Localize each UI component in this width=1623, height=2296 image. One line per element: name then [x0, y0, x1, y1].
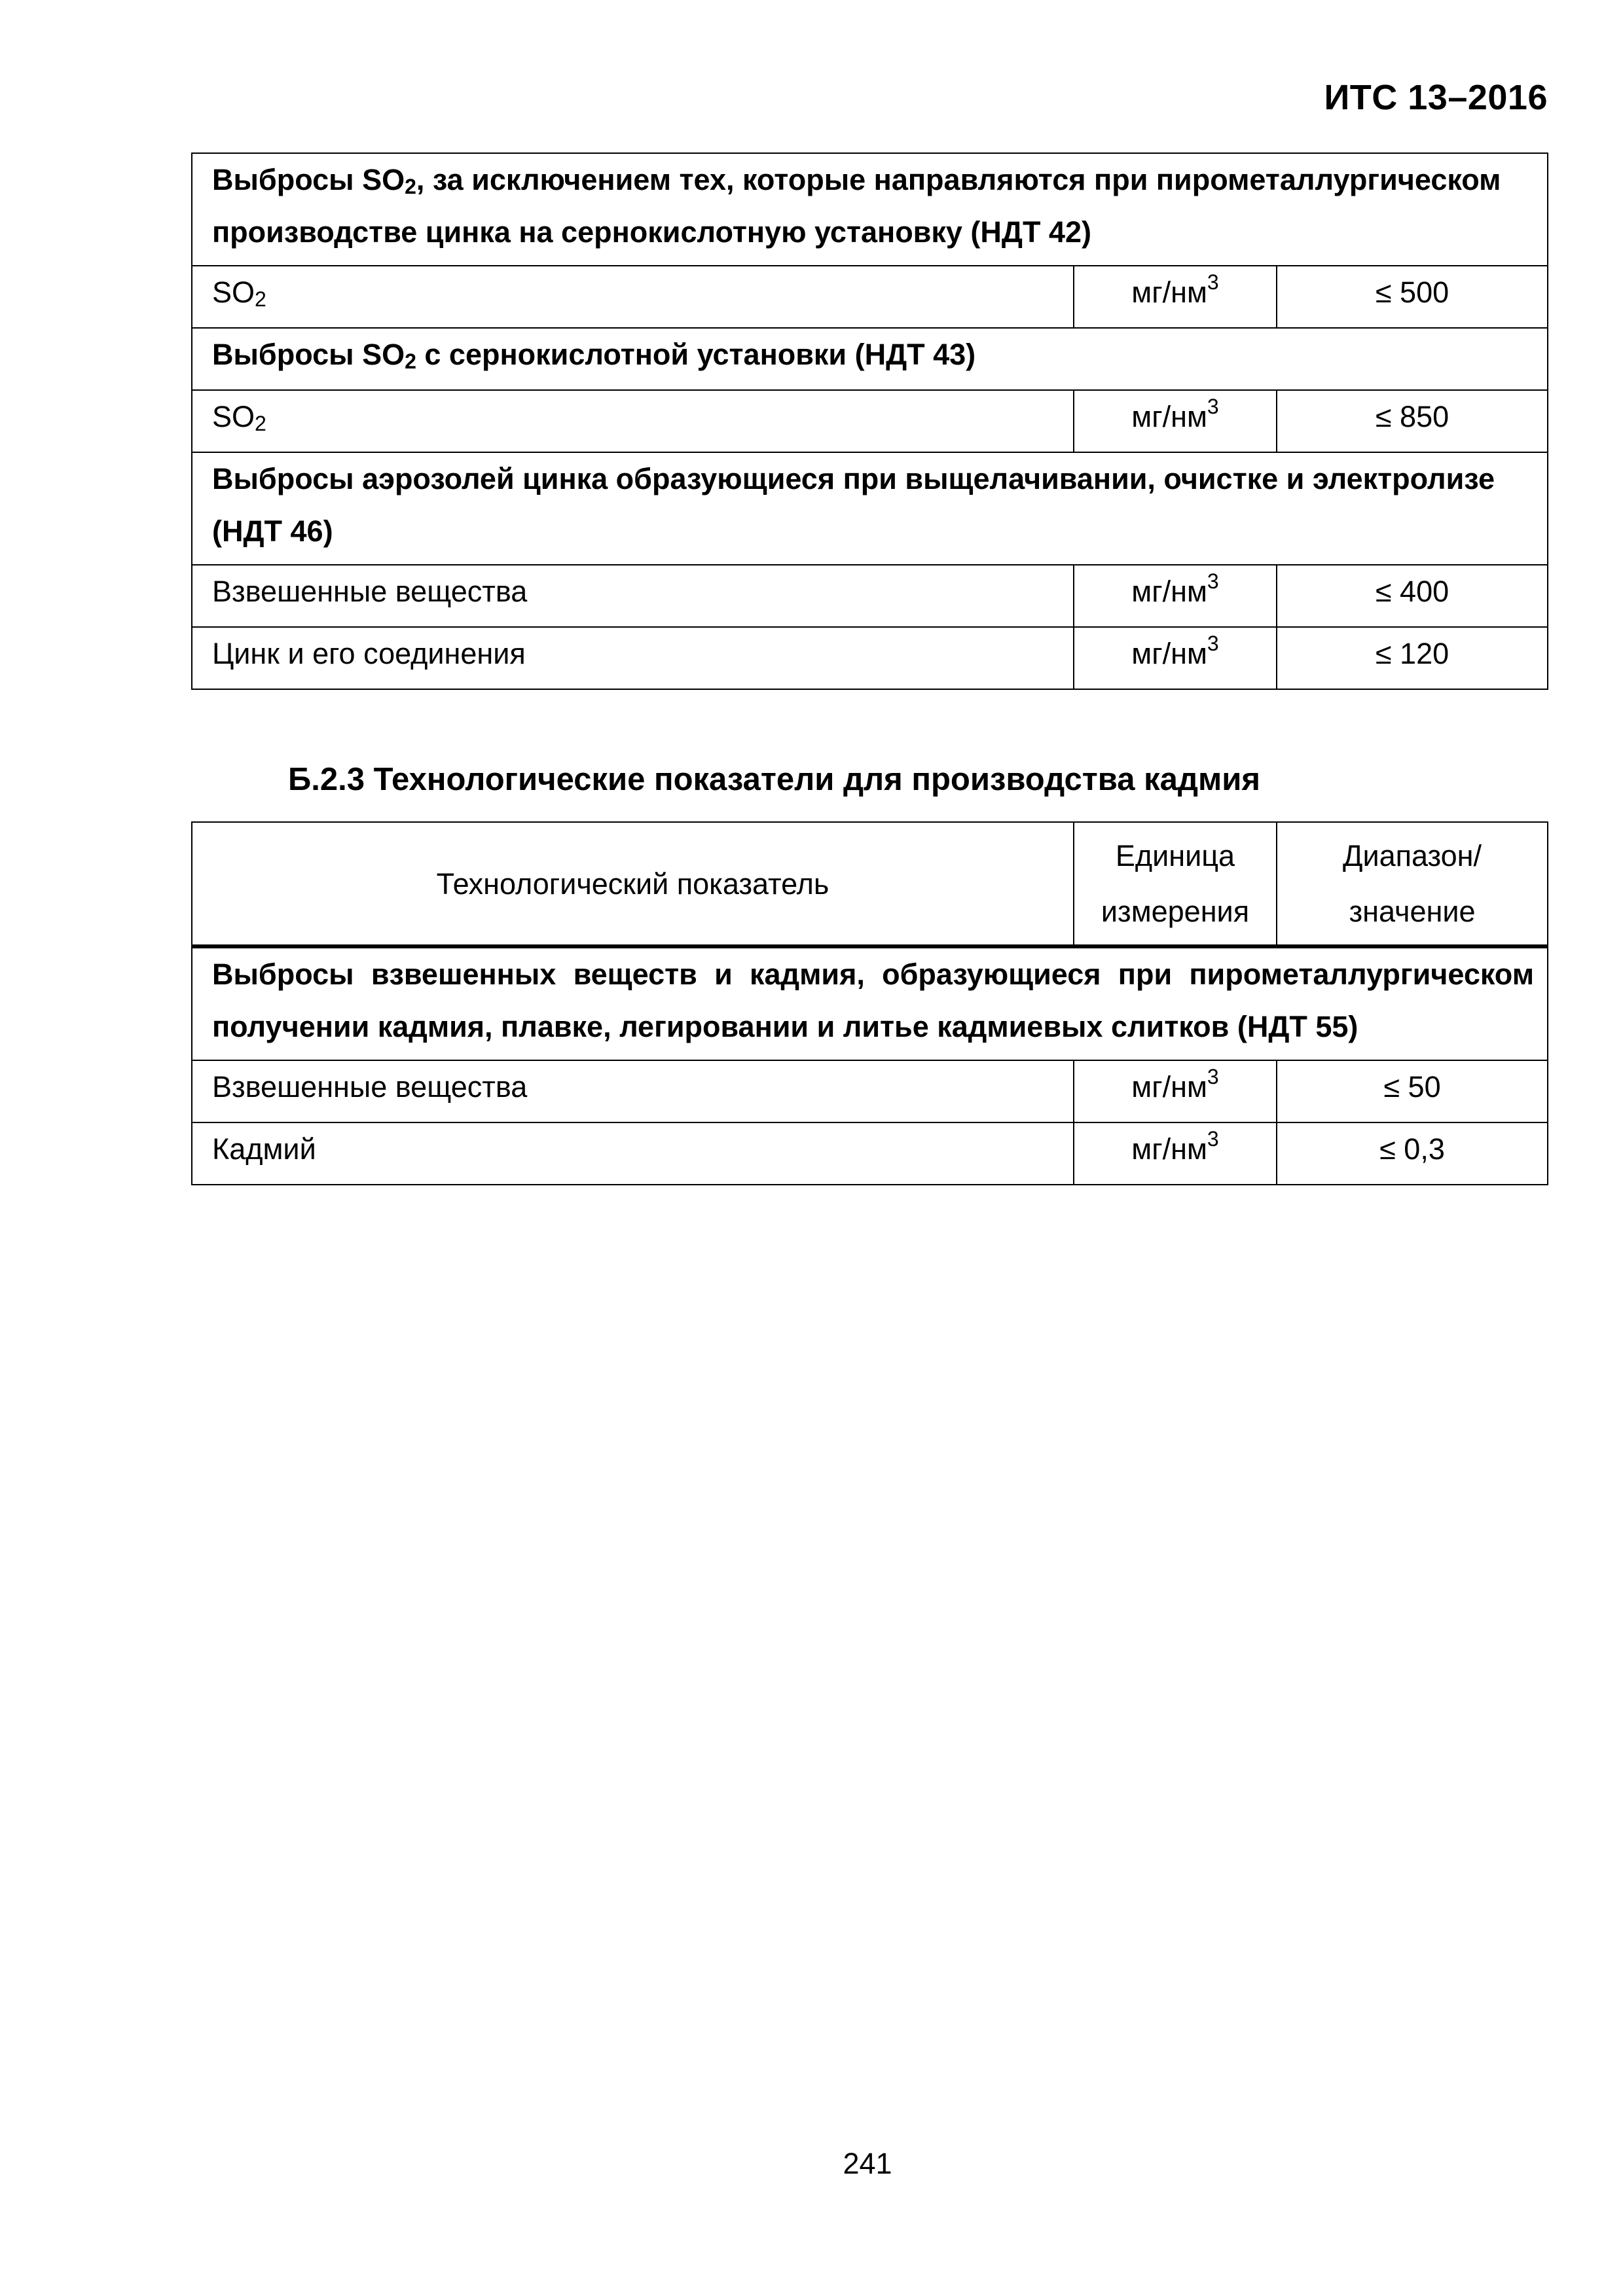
value-cell: ≤ 400: [1277, 565, 1548, 627]
unit-cell: $мг/нм^3$: [1074, 1122, 1277, 1185]
table-row: [192, 1122, 1548, 1185]
unit-cell: $мг/нм^3$: [1074, 266, 1277, 328]
indicator-cell: Кадмий: [192, 1122, 1074, 1185]
section-heading: Б.2.3 Технологические показатели для производства кадмия: [288, 762, 1260, 797]
value-cell: ≤ 0,3: [1277, 1122, 1548, 1185]
value-cell: ≤ 120: [1277, 627, 1548, 689]
value-cell: ≤ 50: [1277, 1060, 1548, 1122]
page-number: 241: [843, 2147, 892, 2180]
unit-cell: $мг/нм^3$: [1074, 1060, 1277, 1122]
table-row: [192, 1060, 1548, 1122]
indicator-cell: Взвешенные вещества: [192, 565, 1074, 627]
document-code: ИТС 13–2016: [1324, 78, 1548, 117]
indicator-cell: $SO_2$: [192, 390, 1074, 452]
indicator-cell: $SO_2$: [192, 266, 1074, 328]
table-row: [192, 627, 1548, 689]
table-row: [192, 266, 1548, 328]
unit-cell: $мг/нм^3$: [1074, 390, 1277, 452]
emissions-table-zinc: [191, 152, 1548, 690]
table-row: [192, 390, 1548, 452]
group-header-ndt46: Выбросы аэрозолей цинка образующиеся при выщелачивании, очистке и электролизе (НДТ 46): [192, 452, 1548, 565]
unit-cell: $мг/нм^3$: [1074, 565, 1277, 627]
value-cell: ≤ 500: [1277, 266, 1548, 328]
group-header-ndt55: Выбросы взвешенных веществ и кадмия, образующиеся при пирометаллургическом получении кадмия, плавке, легировании и литье кадмиевых слитков (НДТ 55): [192, 946, 1548, 1060]
value-cell: ≤ 850: [1277, 390, 1548, 452]
emissions-table-cadmium: [191, 821, 1548, 1185]
indicator-cell: Взвешенные вещества: [192, 1060, 1074, 1122]
table-row: [192, 565, 1548, 627]
column-header-range: Диапазон/ значение: [1277, 822, 1548, 946]
column-header-unit: Единица измерения: [1074, 822, 1277, 946]
unit-cell: $мг/нм^3$: [1074, 627, 1277, 689]
group-header-ndt42: Выбросы $SO_2$, за исключением тех, которые направляются при пирометаллургическом производстве цинка на сернокислотную установку (НДТ 42): [192, 153, 1548, 266]
column-header-indicator: Технологический показатель: [192, 822, 1074, 946]
indicator-cell: Цинк и его соединения: [192, 627, 1074, 689]
group-header-ndt43: Выбросы $SO_2$ с сернокислотной установки (НДТ 43): [192, 328, 1548, 390]
table-header-row: [192, 822, 1548, 946]
